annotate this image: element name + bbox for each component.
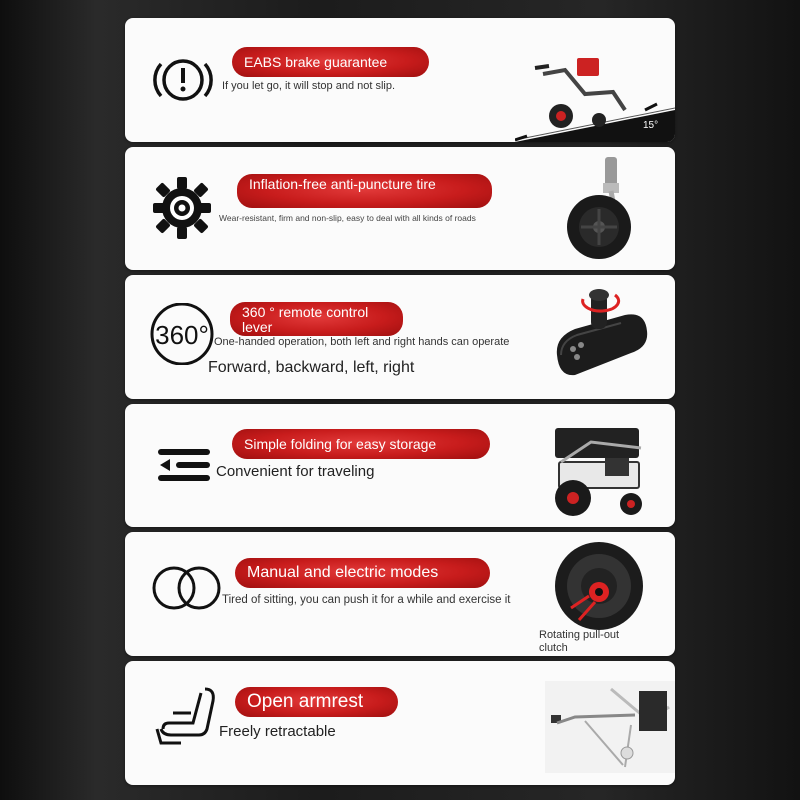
feature-card-armrest [125,661,675,785]
caster-wheel-image [559,153,639,270]
feature-card-modes [125,532,675,656]
clutch-caption: Rotating pull-out clutch [539,629,620,654]
feature-desc-armrest: Freely retractable [219,723,336,740]
feature-desc-brake: If you let go, it will stop and not slip. [222,80,396,92]
feature-desc-modes: Tired of sitting, you can push it for a while and exercise it [222,594,511,606]
360-icon [147,303,217,365]
feature-subtext-lever: Forward, backward, left, right [208,359,415,376]
brake-warning-icon [151,55,215,105]
feature-desc-folding: Convenient for traveling [216,463,375,480]
double-ring-icon [151,565,223,611]
rear-wheel-clutch-image [551,540,651,637]
gear-tire-icon [151,175,213,241]
feature-title-modes: Manual and electric modes [235,558,490,588]
folded-wheelchair-image [551,422,647,525]
feature-title-folding: Simple folding for easy storage [232,429,490,459]
feature-card-folding [125,404,675,527]
360-icon-text: 360° [155,320,209,350]
feature-title-brake: EABS brake guarantee [232,47,429,77]
feature-title-tire: Inflation-free anti-puncture tire [237,174,492,208]
open-armrest-image [545,681,675,778]
feature-title-lever: 360 ° remote control lever [230,302,403,336]
slope-angle-label: 15° [643,120,659,131]
fold-lines-icon [156,445,212,485]
feature-card-tire [125,147,675,270]
feature-title-armrest: Open armrest [235,687,398,717]
feature-card-brake [125,18,675,142]
joystick-controller-image [551,281,651,386]
seat-icon [153,685,219,747]
feature-card-lever [125,275,675,399]
feature-desc-tire: Wear-resistant, firm and non-slip, easy to deal with all kinds of roads [219,213,476,223]
feature-desc-lever: One-handed operation, both left and right hands can operate [214,336,510,348]
